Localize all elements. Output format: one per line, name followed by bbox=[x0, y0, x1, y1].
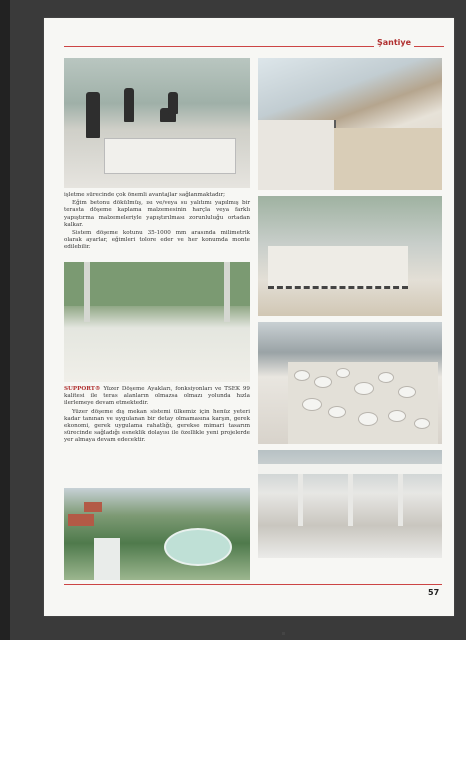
floor-slab bbox=[104, 138, 236, 174]
path bbox=[94, 538, 120, 580]
garden-view bbox=[64, 262, 250, 306]
canopy bbox=[258, 464, 442, 474]
pebble-bed bbox=[288, 362, 438, 444]
pebble bbox=[336, 368, 350, 378]
pebble bbox=[388, 410, 406, 422]
column bbox=[398, 474, 403, 526]
paver-slab bbox=[268, 246, 408, 289]
pebble bbox=[354, 382, 374, 395]
scan-mark bbox=[282, 632, 285, 635]
roof bbox=[84, 502, 102, 512]
page-number: 57 bbox=[428, 588, 440, 597]
header-rule bbox=[64, 46, 414, 47]
section-label: Şantiye bbox=[374, 38, 414, 47]
photo-interior-floor bbox=[64, 262, 250, 382]
header-rule-right bbox=[414, 46, 444, 47]
paragraph: Eğim betonu döküImüş, ısı ve/veya su yalıtımı yapılmış bir terasta döşeme kaplama malzemesinin harçla veya farklı yapıştırma malzemeleriyle yapıştırılması zorunluluğu ortadan kalkar. bbox=[64, 200, 250, 228]
paragraph: Yüzer döşeme dış mekan sistemi ülkemiz için henüz yeteri kadar tanınan ve uygulanan bir detay olmamasına karşın, gerek ekonomi, gerek uygulama rahatlığı, gerekse mimari tasarım sürecinde sağladığı esneklik dolayısı ile özellikle yeni projelerde yer almaya devam edecektir. bbox=[64, 408, 250, 444]
pebble bbox=[398, 386, 416, 398]
paragraph: işletme sürecinde çok önemli avantajlar sağlanmaktadır; bbox=[64, 192, 226, 198]
paragraph: Sistem döşeme kotunu 35-1000 mm arasında milimetrik olarak ayarlar, eğimleri tolore eder ve her konumda monte edilebilir. bbox=[64, 230, 250, 251]
scan-edge bbox=[0, 0, 10, 640]
substrate bbox=[334, 128, 442, 190]
column bbox=[224, 262, 230, 322]
body-text-column-1 bbox=[64, 192, 250, 253]
paragraph-text: Yüzer Döşeme Ayakları, fonksiyonları ve TSEK 99 kalitesi ile teras alanların olmazsa olmazı yolunda hızla ilerlemeye devam etmektedir. bbox=[64, 386, 250, 407]
photo-pebble-channel bbox=[258, 322, 442, 444]
pebble bbox=[414, 418, 430, 429]
roof bbox=[68, 514, 94, 526]
photo-building-columns bbox=[258, 450, 442, 558]
worker-figure bbox=[124, 88, 134, 122]
photo-aerial-garden bbox=[64, 488, 250, 580]
photo-workers-installing bbox=[64, 58, 250, 188]
footer-rule bbox=[64, 584, 442, 585]
column bbox=[348, 474, 353, 526]
pebble bbox=[314, 376, 332, 388]
pebble bbox=[302, 398, 322, 411]
pebble bbox=[294, 370, 310, 381]
column bbox=[84, 262, 90, 322]
pebble bbox=[328, 406, 346, 418]
brand-name: SUPPORT® bbox=[64, 386, 101, 392]
body-text-column-2 bbox=[64, 386, 250, 446]
worker-figure bbox=[168, 92, 178, 114]
magazine-page bbox=[44, 18, 454, 616]
pebble bbox=[378, 372, 394, 383]
worker-figure bbox=[86, 92, 100, 138]
photo-paver-grid bbox=[258, 196, 442, 316]
column bbox=[298, 474, 303, 526]
pebble bbox=[358, 412, 378, 426]
photo-raised-pavers bbox=[258, 58, 442, 190]
pool bbox=[164, 528, 232, 566]
paragraph bbox=[64, 386, 250, 408]
paver-edge bbox=[258, 120, 336, 190]
